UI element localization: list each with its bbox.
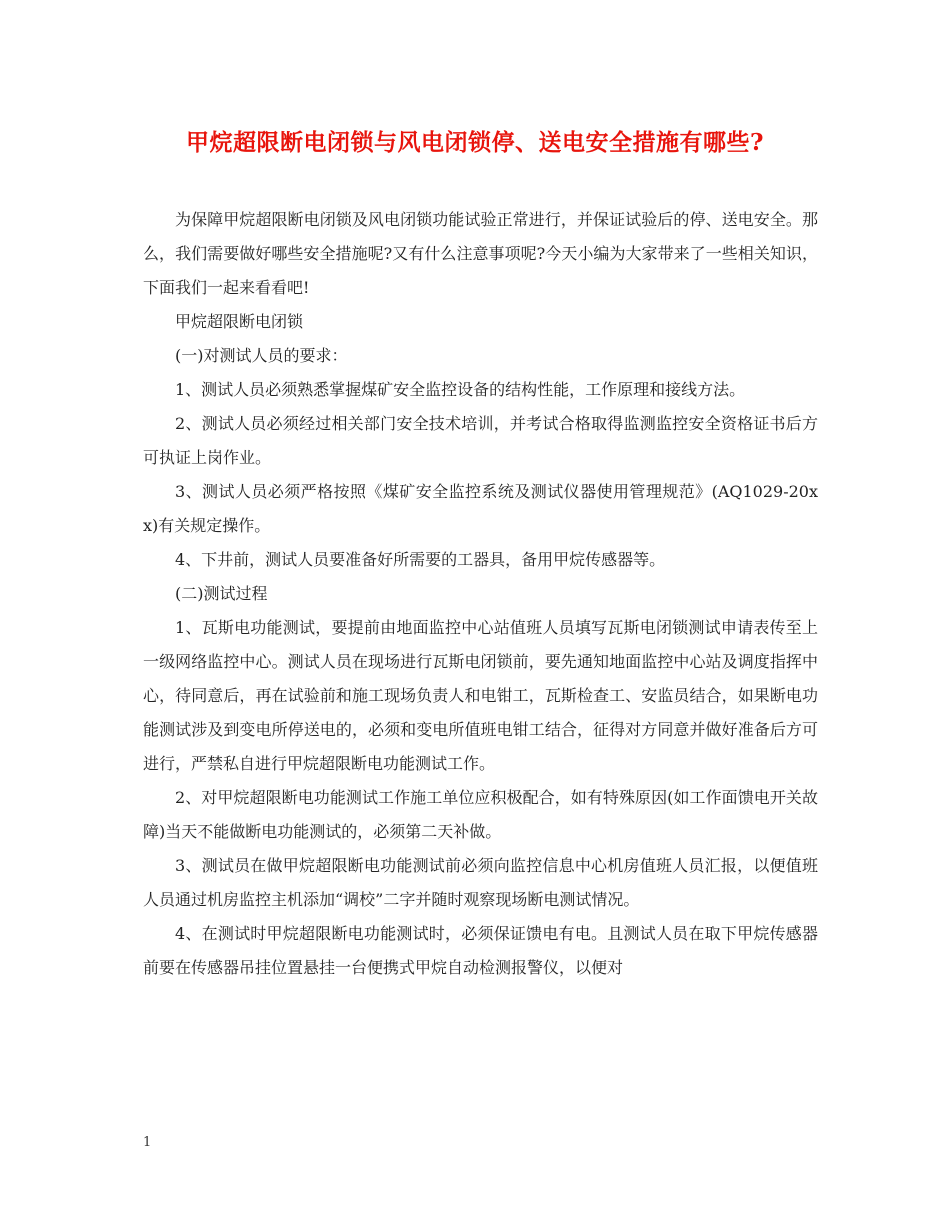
document-title: 甲烷超限断电闭锁与风电闭锁停、送电安全措施有哪些? [186, 129, 764, 156]
list-item: 1、测试人员必须熟悉掌握煤矿安全监控设备的结构性能，工作原理和接线方法。 [175, 380, 746, 399]
list-item: 2、对甲烷超限断电功能测试工作施工单位应积极配合，如有特殊原因(如工作面馈电开关故障)当天不能做断电功能测试的，必须第二天补做。 [143, 788, 818, 841]
list-item: 2、测试人员必须经过相关部门安全技术培训，并考试合格取得监测监控安全资格证书后方可执证上岗作业。 [143, 414, 818, 467]
list-item: 3、测试员在做甲烷超限断电功能测试前必须向监控信息中心机房值班人员汇报，以便值班人员通过机房监控主机添加“调校”二字并随时观察现场断电测试情况。 [143, 856, 818, 909]
section-heading: 甲烷超限断电闭锁 [175, 312, 304, 331]
page-number: 1 [143, 1135, 152, 1150]
list-item: 1、瓦斯电功能测试，要提前由地面监控中心站值班人员填写瓦斯电闭锁测试申请表传至上一级网络监控中心。测试人员在现场进行瓦斯电闭锁前，要先通知地面监控中心站及调度指挥中心，待同意后，再在试验前和施工现场负责人和电钳工，瓦斯检查工、安监员结合，如果断电功能测试涉及到变电所停送电的，必须和变电所值班电钳工结合，征得对方同意并做好准备后方可进行，严禁私自进行甲烷超限断电功能测试工作。 [143, 618, 818, 773]
subsection-heading: (一)对测试人员的要求： [175, 346, 348, 365]
document-body [143, 203, 818, 985]
subsection-heading: (二)测试过程 [175, 584, 268, 603]
list-item: 4、在测试时甲烷超限断电功能测试时，必须保证馈电有电。且测试人员在取下甲烷传感器前要在传感器吊挂位置悬挂一台便携式甲烷自动检测报警仪，以便对 [143, 924, 818, 977]
list-item: 4、下井前，测试人员要准备好所需要的工器具，备用甲烷传感器等。 [175, 550, 666, 569]
list-item: 3、测试人员必须严格按照《煤矿安全监控系统及测试仪器使用管理规范》(AQ1029-20xx)有关规定操作。 [143, 482, 818, 535]
intro-paragraph: 为保障甲烷超限断电闭锁及风电闭锁功能试验正常进行，并保证试验后的停、送电安全。那么，我们需要做好哪些安全措施呢?又有什么注意事项呢?今天小编为大家带来了一些相关知识，下面我们一起来看看吧! [143, 210, 818, 297]
